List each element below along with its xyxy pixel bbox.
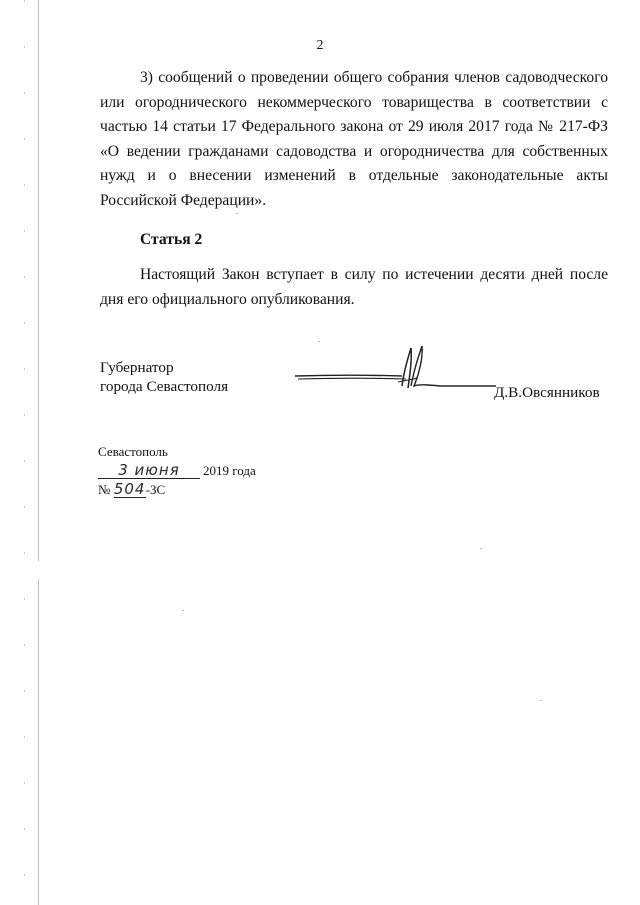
signatory-title-line-1: Губернатор [100,359,174,376]
scan-speck [318,341,320,342]
signing-date [98,463,256,479]
binding-margin-line [38,0,39,905]
date-blank-field [98,463,200,479]
handwritten-number: 504 [113,480,146,498]
law-number [98,482,165,498]
number-sign: № [98,482,111,497]
scan-edge-marks [24,0,25,905]
signatory-title [100,358,228,396]
scan-speck [236,213,238,214]
signatory-name: Д.В.Овсянников [494,384,600,401]
number-suffix: -ЗС [145,482,166,497]
place-of-signing: Севастополь [98,444,168,459]
scan-speck [540,700,542,701]
signatory-title-line-2: города Севастополя [100,378,229,395]
date-year: 2019 года [203,463,256,478]
handwritten-date: 3 июня [118,461,180,479]
number-blank-field [114,482,146,498]
article-2-text: Настоящий Закон вступает в силу по истечении десяти дней после дня его официального опубликования. [100,266,608,308]
page-number: 2 [316,38,324,53]
scan-speck [182,610,184,611]
scan-speck [480,548,482,549]
handwritten-signature [290,340,500,400]
list-item-3: 3) сообщений о проведении общего собрания членов садоводческого или огороднического некоммерческого товарищества в соответствии с частью 14 статьи 17 Федерального закона от 29 июля 2017 года № 217-ФЗ «О ведении гражданами садоводства и огородничества для собственных нужд и о внесении изменений в отдельные законодательные акты Российской Федерации». [100,69,608,209]
article-2-heading: Статья 2 [140,231,203,248]
